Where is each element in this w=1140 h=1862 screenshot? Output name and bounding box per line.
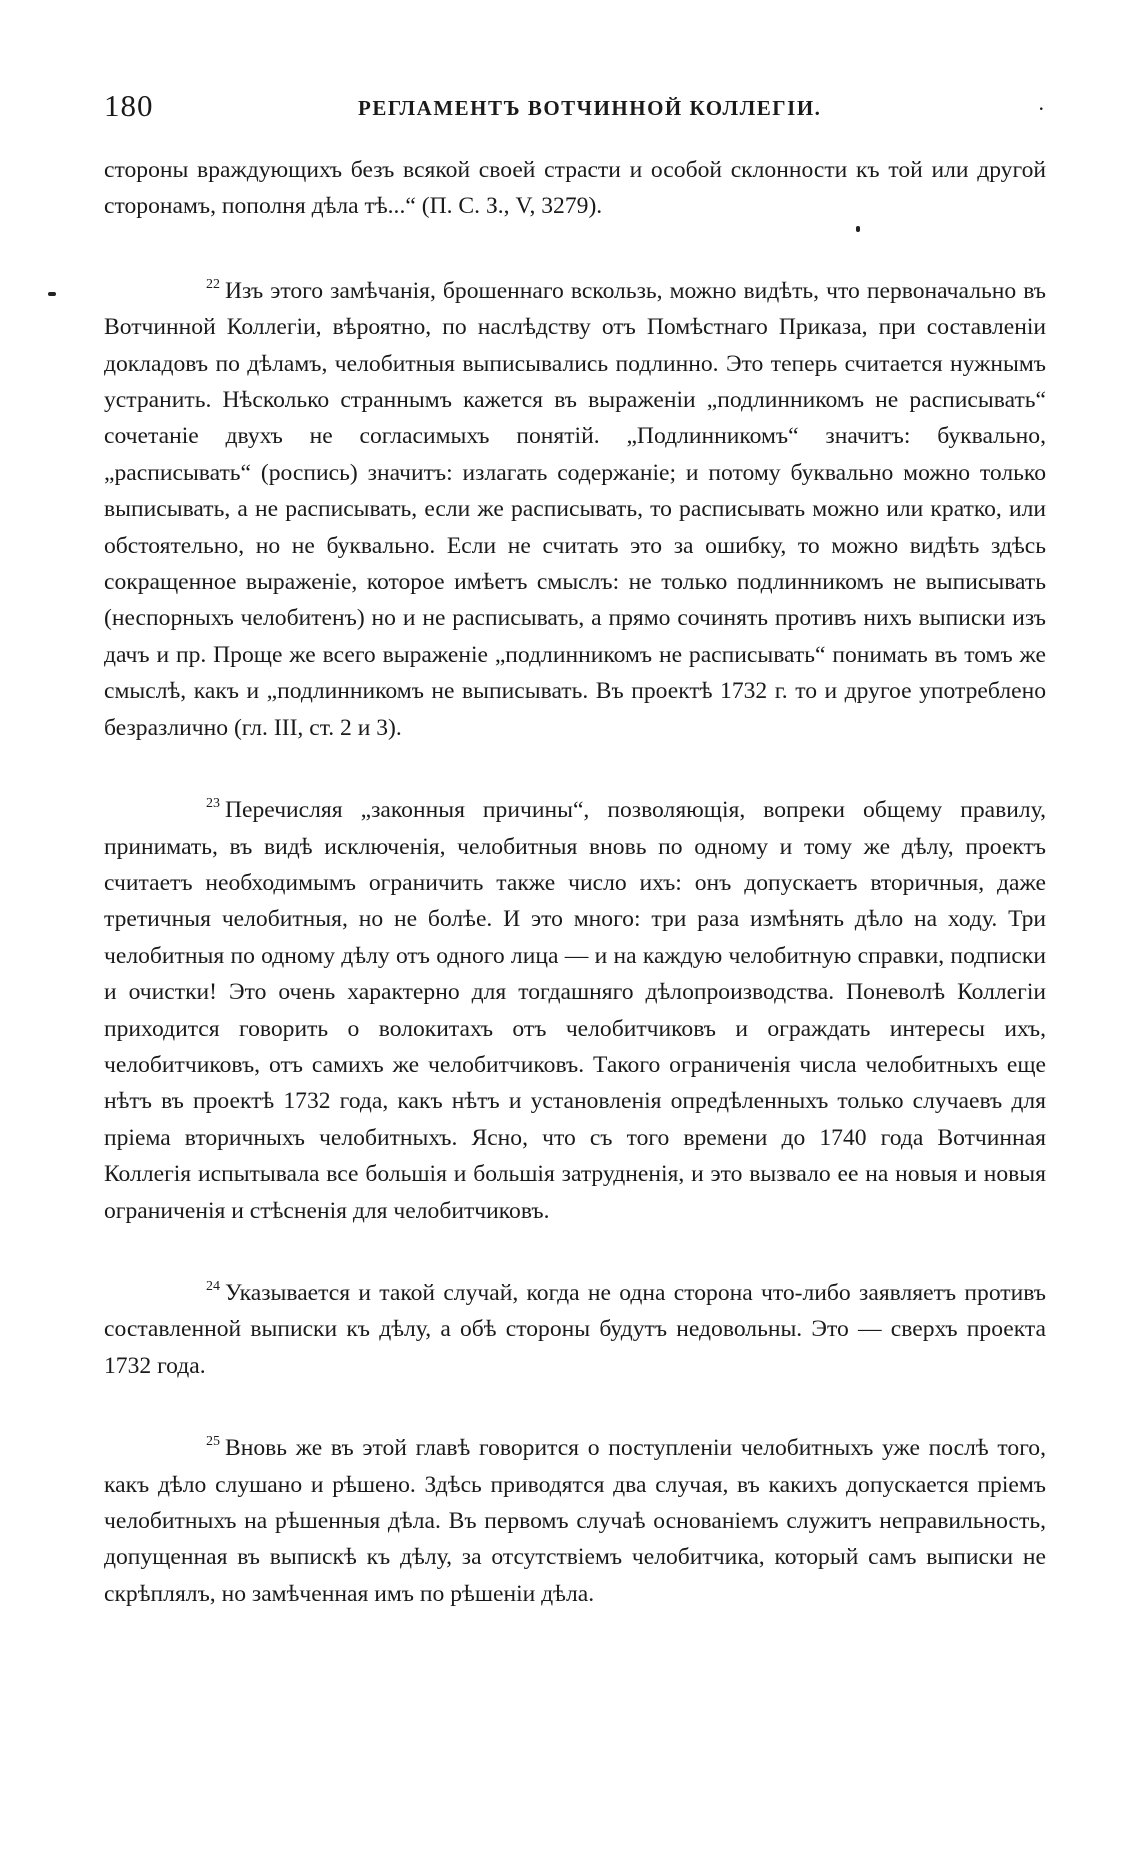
body-text bbox=[104, 152, 1046, 1612]
footnote-text: Вновь же въ этой главѣ говорится о поступленіи челобитныхъ уже послѣ того, какъ дѣло слушано и рѣшено. Здѣсь приводятся два случая, въ какихъ допускается пріемъ челобитныхъ на рѣшенныя дѣла. Въ первомъ случаѣ основаніемъ служитъ неправильность, допущенная въ выпискѣ къ дѣлу, за отсутствіемъ челобитчика, который самъ выписки не скрѣплялъ, но замѣченная имъ по рѣшеніи дѣла. bbox=[104, 1435, 1046, 1607]
footnote-text: Указывается и такой случай, когда не одна сторона что-либо заявляетъ противъ составленной выписки къ дѣлу, а обѣ стороны будутъ недовольны. Это — сверхъ проекта 1732 года. bbox=[104, 1279, 1046, 1379]
footnote-text: Изъ этого замѣчанія, брошеннаго вскользь, можно видѣть, что первоначально въ Вотчинной Коллегіи, вѣроятно, по наслѣдству отъ Помѣстнаго Приказа, при составленіи докладовъ по дѣламъ, челобитныя выписывались подлинно. Это теперь считается нужнымъ устранить. Нѣсколько страннымъ кажется въ выраженіи „подлинникомъ не расписывать“ сочетаніе двухъ не согласимыхъ понятій. „Подлинникомъ“ значитъ: буквально, „расписывать“ (роспись) значитъ: излагать содержаніе; и потому буквально можно только выписывать, а не расписывать, если же расписывать, то расписывать можно или кратко, или обстоятельно, но не буквально. Если не считать это за ошибку, то можно видѣть здѣсь сокращенное выраженіе, которое имѣетъ смыслъ: не только подлинникомъ не выписывать (неспорныхъ челобитенъ) но и не расписывать, а прямо сочинять противъ нихъ выписки изъ дачъ и пр. Проще же всего выраженіе „подлинникомъ не расписывать“ понимать въ томъ же смыслѣ, какъ и „подлинникомъ не выписывать. Въ проектѣ 1732 г. то и другое употреблено безразлично (гл. III, ст. 2 и 3). bbox=[104, 277, 1046, 741]
page-header bbox=[104, 88, 1044, 128]
page-number: 180 bbox=[104, 88, 154, 123]
continuation-paragraph: стороны враждующихъ безъ всякой своей страсти и особой склонности къ той или другой сторонамъ, пополня дѣла тѣ...“ (П. С. З., V, 3279). bbox=[104, 157, 1046, 220]
running-title: РЕГЛАМЕНТЪ ВОТЧИННОЙ КОЛЛЕГІИ. bbox=[358, 96, 822, 120]
footnote-text: Перечисляя „законныя причины“, позволяющія, вопреки общему правилу, принимать, въ видѣ исключенія, челобитныя вновь по одному и тому же дѣлу, проектъ считаетъ необходимымъ ограничить также число ихъ: онъ допускаетъ вторичныя, даже третичныя челобитныя, но не болѣе. И это много: три раза измѣнять дѣло на ходу. Три челобитныя по одному дѣлу отъ одного лица — и на каждую челобитную справки, подписки и очистки! Это очень характерно для тогдашняго дѣлопроизводства. Поневолѣ Коллегіи приходится говорить о волокитахъ отъ челобитчиковъ и ограждать интересы ихъ, челобитчиковъ, отъ самихъ же челобитчиковъ. Такого ограниченія числа челобитныхъ еще нѣтъ въ проектѣ 1732 года, какъ нѣтъ и установленія опредѣленныхъ только случаевъ для пріема вторичныхъ челобитныхъ. Ясно, что съ того времени до 1740 года Вотчинная Коллегія испытывала все большія и большія затрудненія, и это вызвало ее на новыя и новыя ограниченія и стѣсненія для челобитчиковъ. bbox=[104, 797, 1046, 1224]
footnote-25 bbox=[104, 1430, 1046, 1612]
print-speck bbox=[856, 226, 860, 232]
print-speck bbox=[48, 292, 56, 296]
footnote-24 bbox=[104, 1275, 1046, 1384]
footnote-number: 25 bbox=[206, 1434, 220, 1450]
footnote-23 bbox=[104, 792, 1046, 1229]
footnote-number: 23 bbox=[206, 796, 220, 812]
footnote-22 bbox=[104, 273, 1046, 746]
footnote-number: 22 bbox=[206, 277, 220, 293]
footnote-number: 24 bbox=[206, 1279, 220, 1295]
header-dot: . bbox=[1038, 90, 1044, 115]
